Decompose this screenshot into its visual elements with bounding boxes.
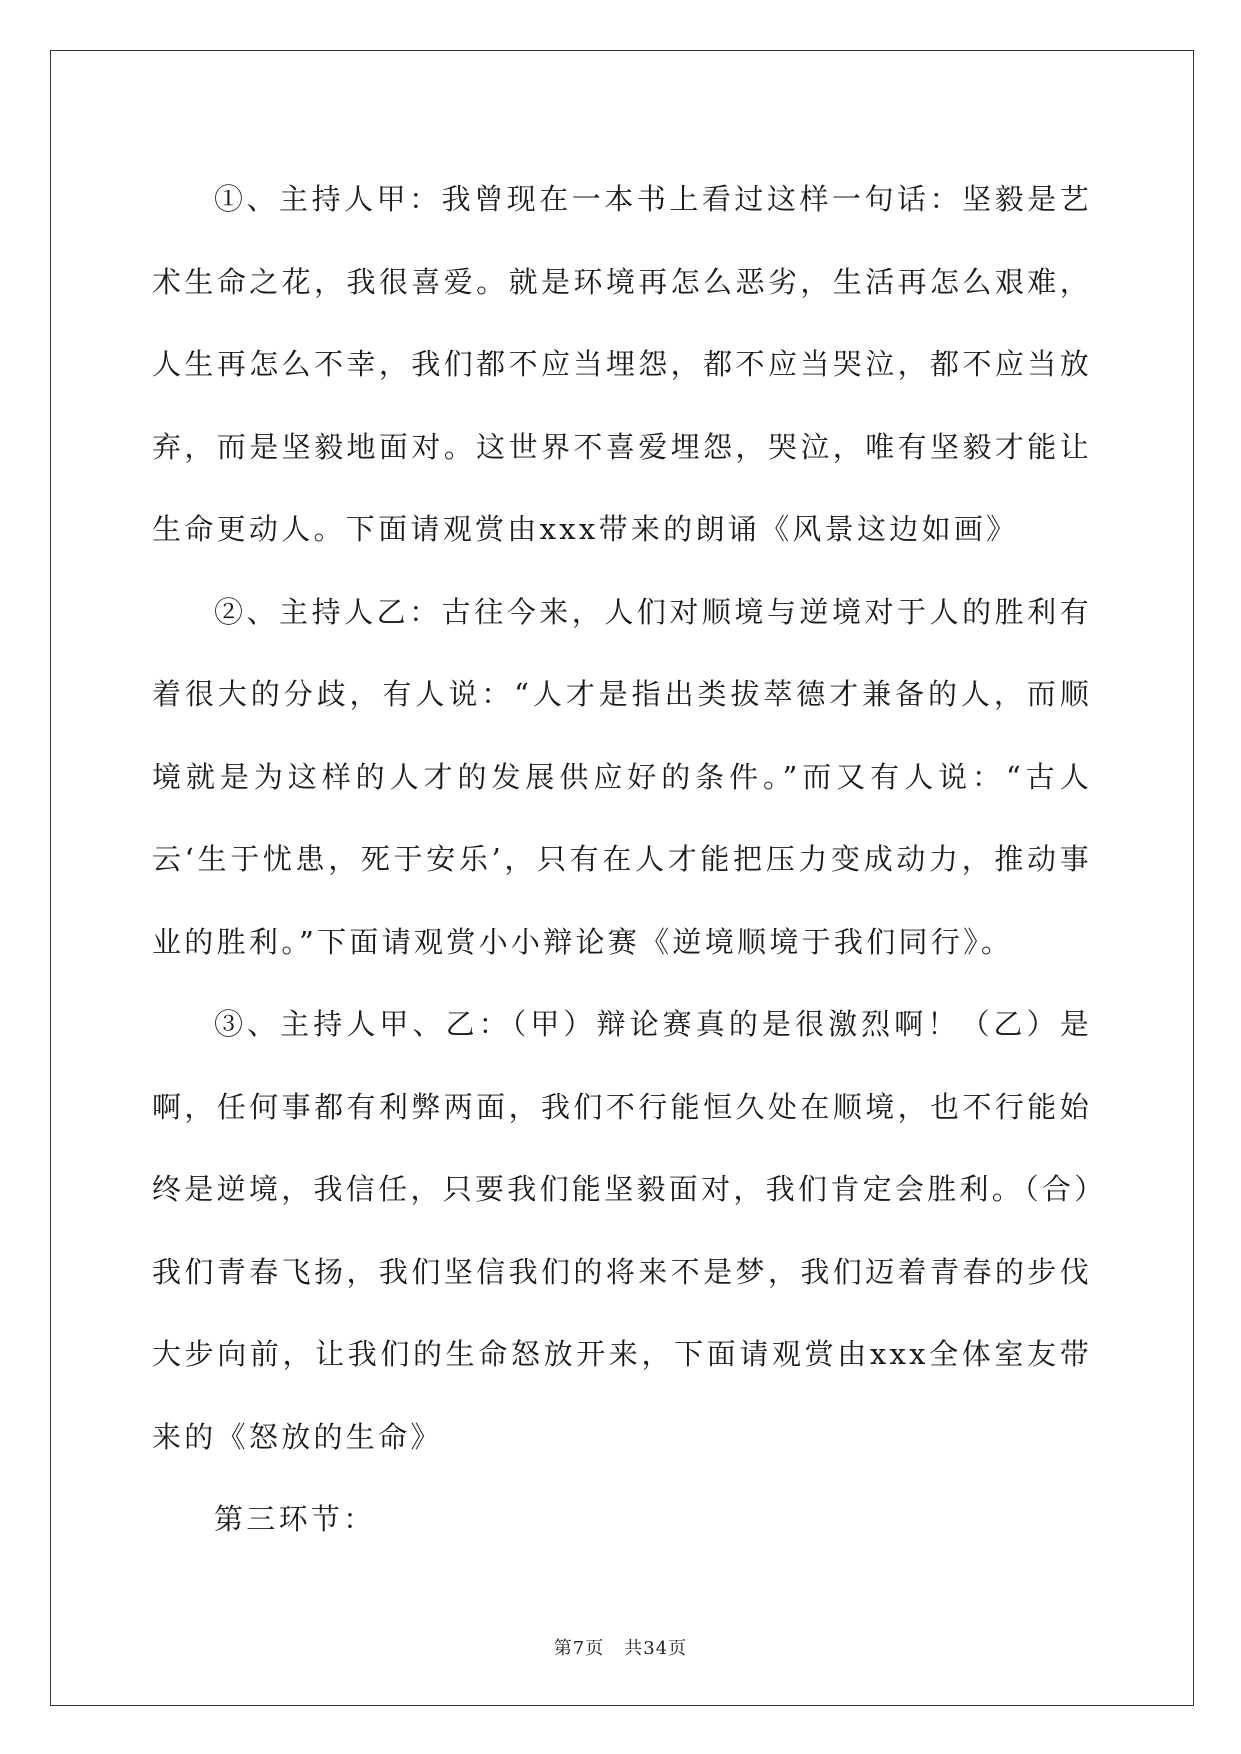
- page-number: 第7页: [553, 1638, 605, 1659]
- document-body: [152, 158, 1092, 1561]
- paragraph-host-a: ①、主持人甲：我曾现在一本书上看过这样一句话：坚毅是艺术生命之花，我很喜爱。就是环境再怎么恶劣，生活再怎么艰难，人生再怎么不幸，我们都不应当埋怨，都不应当哭泣，都不应当放弃，而是坚毅地面对。这世界不喜爱埋怨，哭泣，唯有坚毅才能让生命更动人。下面请观赏由xxx带来的朗诵《风景这边如画》: [152, 182, 1092, 546]
- section-heading: 第三环节：: [214, 1502, 376, 1536]
- page-total: 共34页: [624, 1638, 688, 1659]
- paragraph-host-b: ②、主持人乙：古往今来，人们对顺境与逆境对于人的胜利有着很大的分歧，有人说：“人才是指出类拔萃德才兼备的人，而顺境就是为这样的人才的发展供应好的条件。”而又有人说：“古人云‘生于忧患，死于安乐’，只有在人才能把压力变成动力，推动事业的胜利。”下面请观赏小小辩论赛《逆境顺境于我们同行》。: [152, 594, 1092, 959]
- page-footer: [0, 1634, 1241, 1660]
- paragraph-host-ab: ③、主持人甲、乙：（甲）辩论赛真的是很激烈啊！（乙）是啊，任何事都有利弊两面，我们不行能恒久处在顺境，也不行能始终是逆境，我信任，只要我们能坚毅面对，我们肯定会胜利。（合）我们青春飞扬，我们坚信我们的将来不是梦，我们迈着青春的步伐大步向前，让我们的生命怒放开来，下面请观赏由xxx全体室友带来的《怒放的生命》: [152, 1007, 1093, 1454]
